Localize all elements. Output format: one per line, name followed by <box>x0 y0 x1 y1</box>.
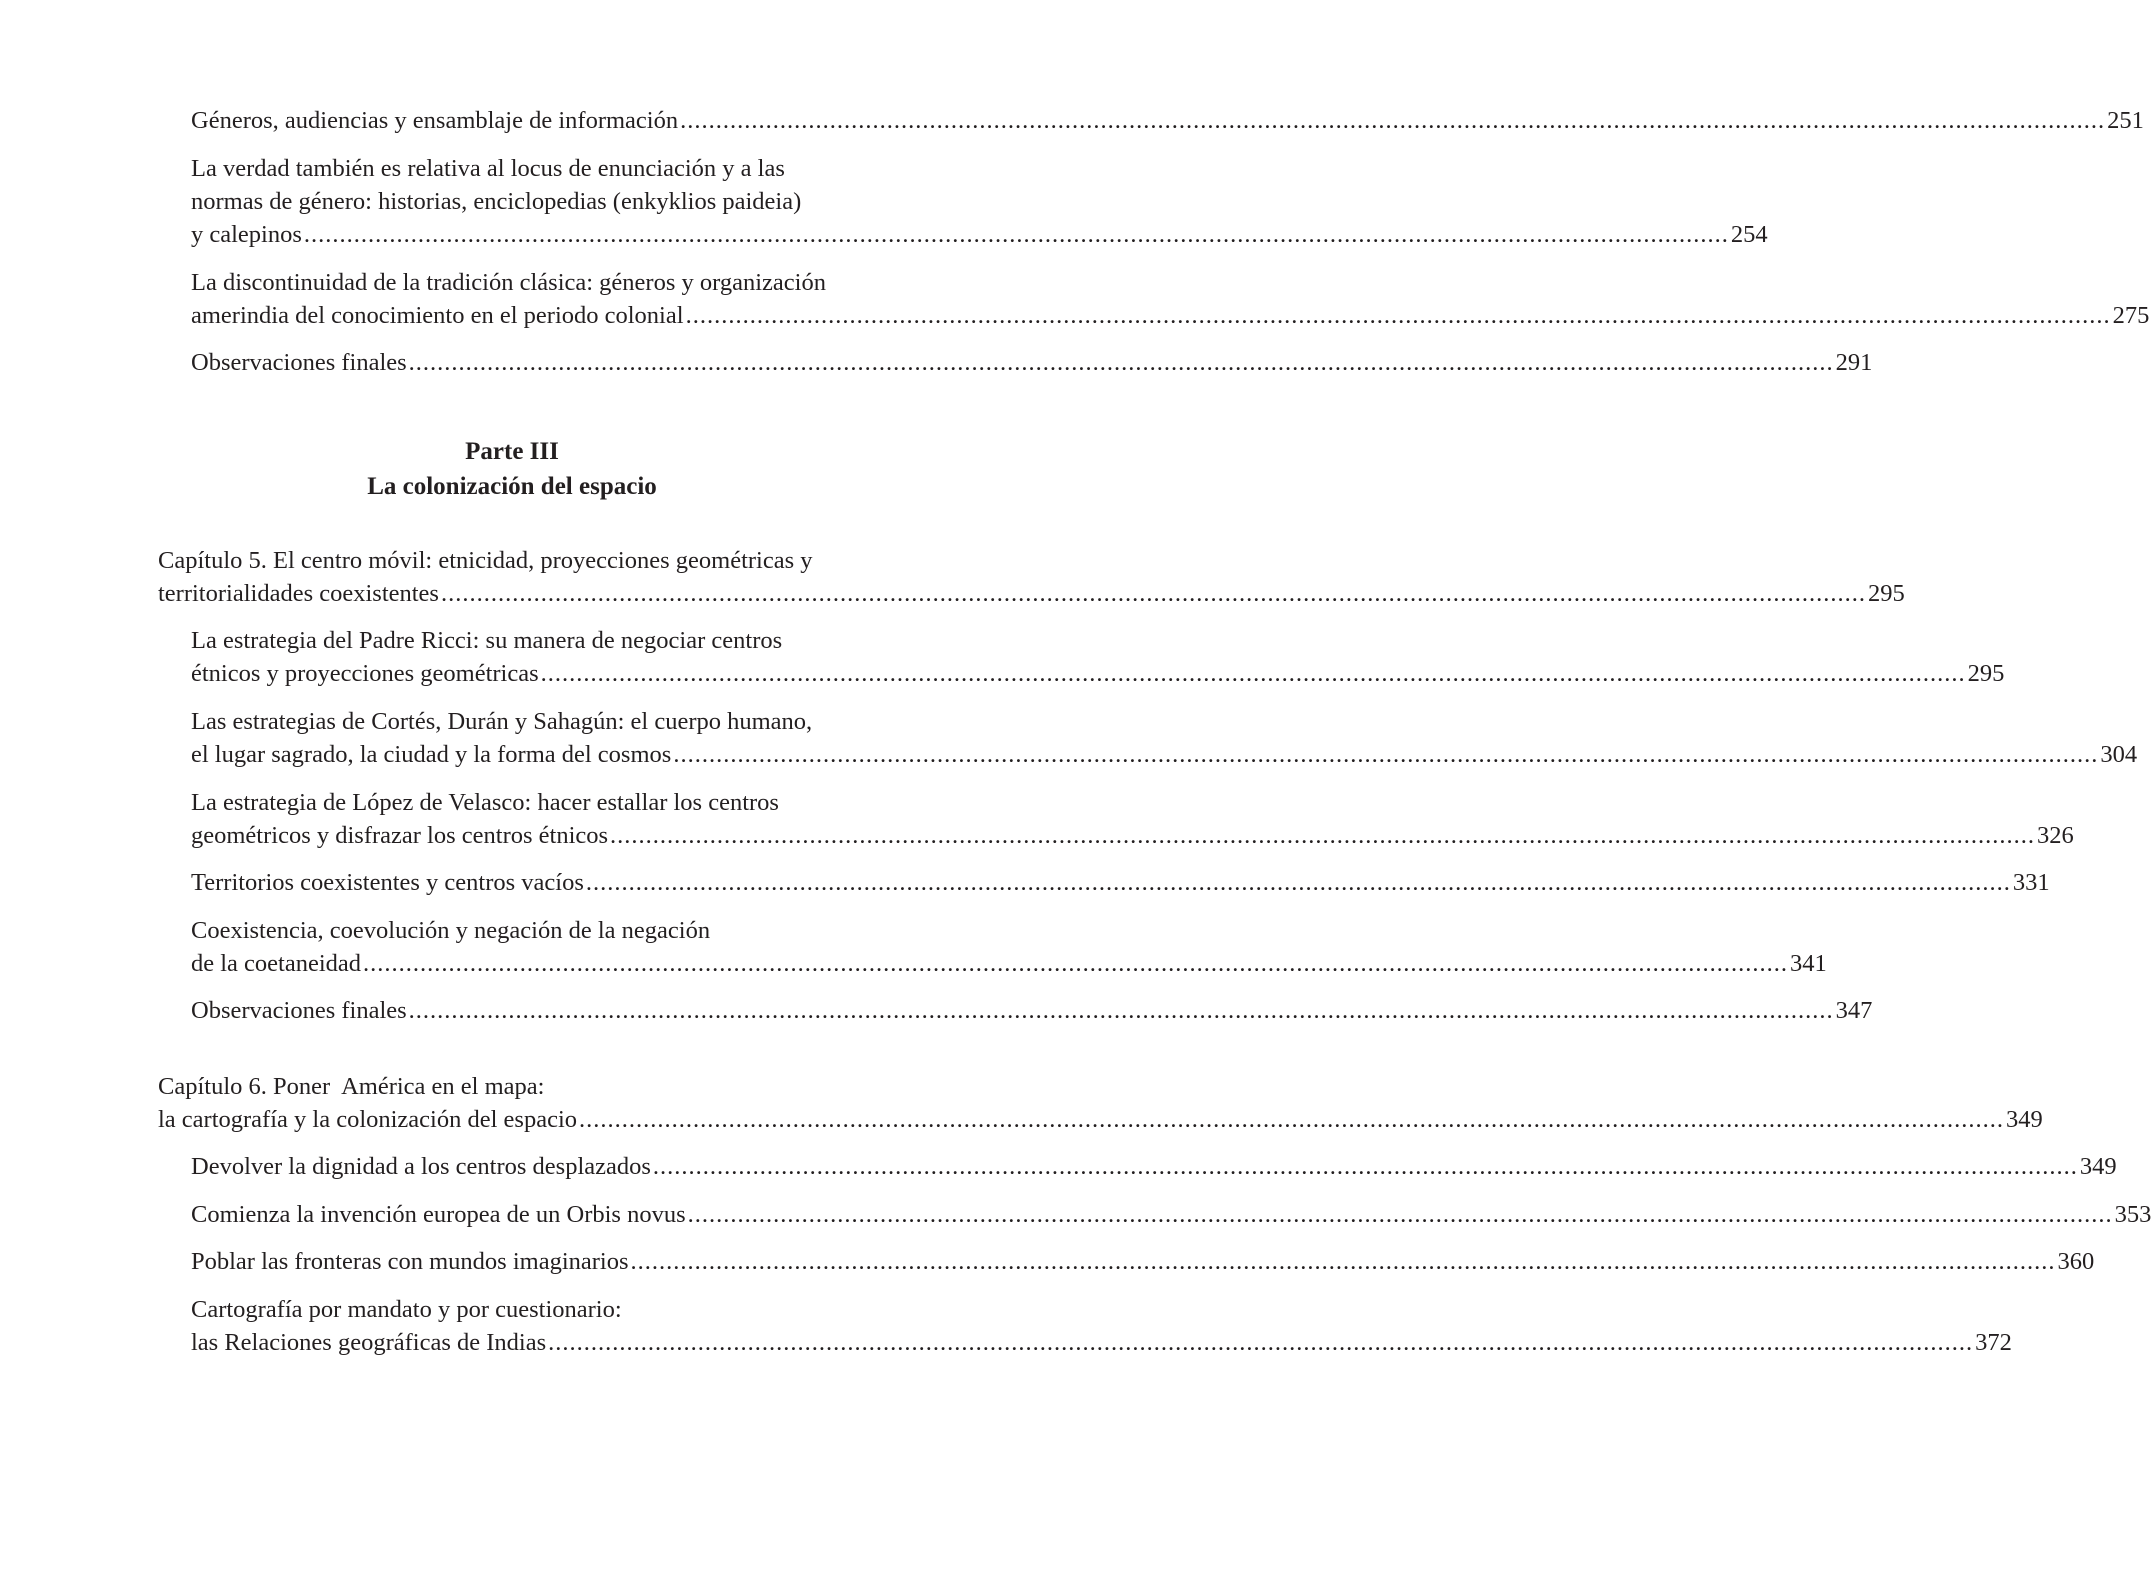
toc-page-number: 372 <box>1975 1329 2012 1356</box>
toc-entry-title: Territorios coexistentes y centros vacíos <box>191 869 584 896</box>
chapter-title: Capítulo 6. Poner América en el mapa: <box>158 1073 545 1100</box>
toc-entry-title: Géneros, audiencias y ensamblaje de información <box>191 107 679 134</box>
toc-entry <box>191 624 2005 690</box>
toc-entry-title: de la coetaneidad <box>191 950 362 977</box>
toc-entry-title: las Relaciones geográficas de Indias <box>191 1329 547 1356</box>
toc-page-number: 251 <box>2107 107 2144 134</box>
toc-entry <box>191 994 1873 1027</box>
toc-entry-title: La estrategia del Padre Ricci: su manera de negociar centros <box>191 627 783 654</box>
toc-entry <box>191 914 1827 980</box>
toc-entry-title: geométricos y disfrazar los centros étnicos <box>191 822 609 849</box>
toc-entry-title: La verdad también es relativa al locus de enunciación y a las <box>191 155 785 182</box>
chapter-entry <box>158 544 1905 610</box>
part-title: La colonización del espacio <box>367 473 657 500</box>
dot-leader: ........................................................................................................................................................................................................ <box>408 997 1834 1024</box>
toc-page-number: 353 <box>2114 1201 2151 1228</box>
toc-page-number: 347 <box>1835 997 1873 1024</box>
toc-entry-title: normas de género: historias, enciclopedias (enkyklios paideia) <box>191 188 802 215</box>
dot-leader: ........................................................................................................................................................................................................ <box>540 660 1966 687</box>
part-number: Parte III <box>465 438 559 465</box>
toc-entry-title: Observaciones finales <box>191 349 407 376</box>
toc-entry-title: amerindia del conocimiento en el periodo colonial <box>191 302 684 329</box>
toc-entry-title: étnicos y proyecciones geométricas <box>191 660 539 687</box>
toc-page-number: 326 <box>2037 822 2074 849</box>
dot-leader: ........................................................................................................................................................................................................ <box>687 1201 2113 1228</box>
toc-entry-title: Comienza la invención europea de un Orbis novus <box>191 1201 686 1228</box>
toc-entry <box>191 152 1768 251</box>
chapter-entry <box>158 1070 2043 1136</box>
toc-entry-title: Observaciones finales <box>191 997 407 1024</box>
toc-entry-title: La estrategia de López de Velasco: hacer estallar los centros <box>191 789 779 816</box>
dot-leader: ........................................................................................................................................................................................................ <box>408 349 1834 376</box>
toc-entry <box>191 1198 2151 1231</box>
toc-entry-title: La discontinuidad de la tradición clásica: géneros y organización <box>191 269 826 296</box>
toc-page-number: 295 <box>1867 580 1905 607</box>
toc-entry-title: el lugar sagrado, la ciudad y la forma del cosmos <box>191 741 672 768</box>
dot-leader: ........................................................................................................................................................................................................ <box>610 822 2036 849</box>
toc-entry <box>191 1293 2012 1359</box>
toc-page-number: 360 <box>2057 1248 2095 1275</box>
dot-leader: ........................................................................................................................................................................................................ <box>440 580 1866 607</box>
chapter-title: territorialidades coexistentes <box>158 580 439 607</box>
toc-entry <box>191 266 2150 332</box>
dot-leader: ........................................................................................................................................................................................................ <box>579 1106 2005 1133</box>
dot-leader: ........................................................................................................................................................................................................ <box>363 950 1789 977</box>
chapter-title: la cartografía y la colonización del espacio <box>158 1106 578 1133</box>
toc-page-number: 291 <box>1835 349 1873 376</box>
toc-page-number: 349 <box>2079 1153 2117 1180</box>
toc-entry <box>191 866 2050 899</box>
toc-page-number: 254 <box>1730 221 1768 248</box>
toc-entry-title: Coexistencia, coevolución y negación de la negación <box>191 917 711 944</box>
toc-entry <box>191 786 2074 852</box>
toc-entry <box>191 1150 2117 1183</box>
toc-entry <box>191 346 1873 379</box>
toc-page-number: 295 <box>1967 660 2005 687</box>
dot-leader: ........................................................................................................................................................................................................ <box>673 741 2099 768</box>
dot-leader: ........................................................................................................................................................................................................ <box>303 221 1729 248</box>
toc-page-number: 275 <box>2112 302 2150 329</box>
dot-leader: ........................................................................................................................................................................................................ <box>652 1153 2078 1180</box>
dot-leader: ........................................................................................................................................................................................................ <box>630 1248 2056 1275</box>
dot-leader: ........................................................................................................................................................................................................ <box>685 302 2111 329</box>
dot-leader: ........................................................................................................................................................................................................ <box>548 1329 1974 1356</box>
toc-page-number: 341 <box>1790 950 1827 977</box>
toc-entry-title: Devolver la dignidad a los centros desplazados <box>191 1153 651 1180</box>
toc-entry-title: Cartografía por mandato y por cuestionario: <box>191 1296 622 1323</box>
toc-page-number: 304 <box>2100 741 2138 768</box>
toc-entry-title: Poblar las fronteras con mundos imaginarios <box>191 1248 629 1275</box>
toc-page-number: 331 <box>2012 869 2050 896</box>
toc-entry-title: y calepinos <box>191 221 302 248</box>
dot-leader: ........................................................................................................................................................................................................ <box>585 869 2011 896</box>
toc-page-number: 349 <box>2006 1106 2043 1133</box>
toc-entry <box>191 104 2144 137</box>
toc-entry <box>191 705 2138 771</box>
toc-entry-title: Las estrategias de Cortés, Durán y Sahagún: el cuerpo humano, <box>191 708 813 735</box>
dot-leader: ........................................................................................................................................................................................................ <box>680 107 2106 134</box>
chapter-title: Capítulo 5. El centro móvil: etnicidad, proyecciones geométricas y <box>158 547 813 574</box>
toc-entry <box>191 1245 2095 1278</box>
